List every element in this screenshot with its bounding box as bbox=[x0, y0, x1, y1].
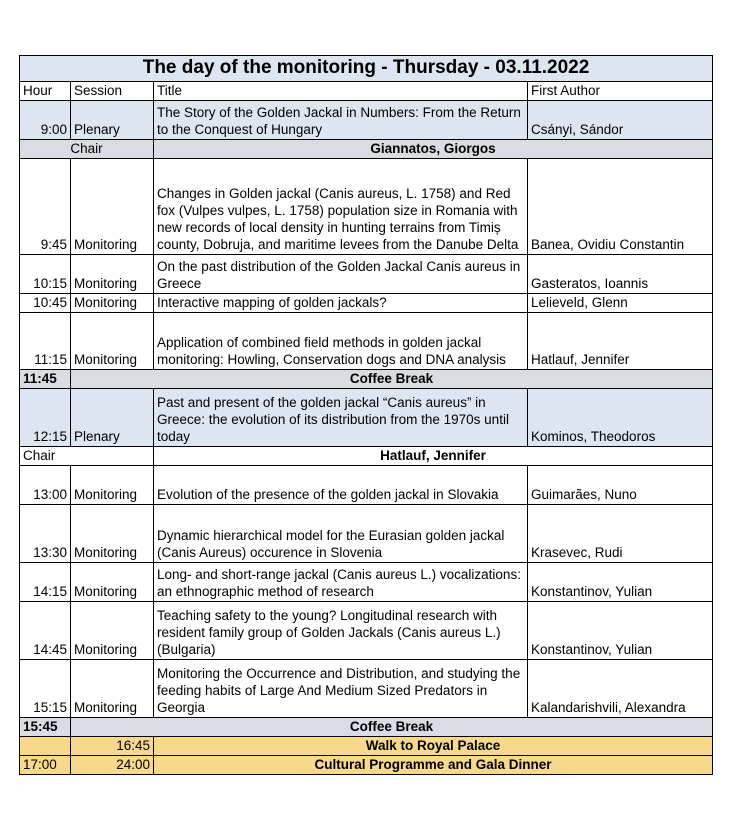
session-cell: Monitoring bbox=[71, 660, 154, 718]
session-cell: Plenary bbox=[71, 101, 154, 140]
schedule-table bbox=[19, 55, 713, 775]
header-row bbox=[20, 82, 713, 101]
session-cell: Monitoring bbox=[71, 602, 154, 660]
table-row bbox=[20, 505, 713, 563]
chair-name: Giannatos, Giorgos bbox=[154, 140, 713, 159]
chair-row bbox=[20, 140, 713, 159]
title-cell: Monitoring the Occurrence and Distribution, and studying the feeding habits of Large And Medium Sized Predators in Georgia bbox=[154, 660, 528, 718]
title-cell: Changes in Golden jackal (Canis aureus, L. 1758) and Red fox (Vulpes vulpes, L. 1758) population size in Romania with new records of local density in hunting terrains from Timiș county, Dobruja, and maritime levees from the Danube Delta bbox=[154, 159, 528, 255]
title-cell: Dynamic hierarchical model for the Eurasian golden jackal (Canis Aureus) occurence in Slovenia bbox=[154, 505, 528, 563]
session-cell: Monitoring bbox=[71, 466, 154, 505]
hour-cell: 10:15 bbox=[20, 255, 71, 294]
hour-cell: 17:00 bbox=[20, 756, 71, 775]
session-cell: Monitoring bbox=[71, 294, 154, 313]
break-label: Coffee Break bbox=[71, 718, 713, 737]
table-row bbox=[20, 255, 713, 294]
table-row bbox=[20, 294, 713, 313]
header-title: Title bbox=[154, 82, 528, 101]
event-row bbox=[20, 737, 713, 756]
title-cell: The Story of the Golden Jackal in Numbers: From the Return to the Conquest of Hungary bbox=[154, 101, 528, 140]
page-title: The day of the monitoring - Thursday - 03.11.2022 bbox=[20, 56, 713, 82]
event-label: Cultural Programme and Gala Dinner bbox=[154, 756, 713, 775]
table-row bbox=[20, 389, 713, 447]
session-cell: Plenary bbox=[71, 389, 154, 447]
session-cell: Monitoring bbox=[71, 159, 154, 255]
event-row bbox=[20, 756, 713, 775]
author-cell: Krasevec, Rudi bbox=[528, 505, 713, 563]
hour-cell: 11:15 bbox=[20, 313, 71, 370]
end-hour-cell: 24:00 bbox=[71, 756, 154, 775]
title-cell: Teaching safety to the young? Longitudinal research with resident family group of Golden Jackals (Canis aureus L.) (Bulgaria) bbox=[154, 602, 528, 660]
session-cell: Monitoring bbox=[71, 313, 154, 370]
hour-cell: 14:45 bbox=[20, 602, 71, 660]
table-row bbox=[20, 563, 713, 602]
session-cell: Monitoring bbox=[71, 505, 154, 563]
end-hour-cell: 16:45 bbox=[71, 737, 154, 756]
author-cell: Hatlauf, Jennifer bbox=[528, 313, 713, 370]
hour-cell: 13:00 bbox=[20, 466, 71, 505]
table-row bbox=[20, 313, 713, 370]
hour-cell: 11:45 bbox=[20, 370, 71, 389]
author-cell: Kalandarishvili, Alexandra bbox=[528, 660, 713, 718]
table-row bbox=[20, 101, 713, 140]
hour-cell: 9:45 bbox=[20, 159, 71, 255]
hour-cell: 10:45 bbox=[20, 294, 71, 313]
event-label: Walk to Royal Palace bbox=[154, 737, 713, 756]
table-row bbox=[20, 602, 713, 660]
author-cell: Konstantinov, Yulian bbox=[528, 602, 713, 660]
hour-cell: 15:15 bbox=[20, 660, 71, 718]
break-row bbox=[20, 370, 713, 389]
header-hour: Hour bbox=[20, 82, 71, 101]
title-cell: On the past distribution of the Golden Jackal Canis aureus in Greece bbox=[154, 255, 528, 294]
title-cell: Application of combined field methods in golden jackal monitoring: Howling, Conservation dogs and DNA analysis bbox=[154, 313, 528, 370]
hour-cell: 13:30 bbox=[20, 505, 71, 563]
hour-cell: 15:45 bbox=[20, 718, 71, 737]
session-cell: Monitoring bbox=[71, 255, 154, 294]
author-cell: Lelieveld, Glenn bbox=[528, 294, 713, 313]
chair-row bbox=[20, 447, 713, 466]
table-row bbox=[20, 466, 713, 505]
chair-label: Chair bbox=[20, 447, 154, 466]
title-cell: Long- and short-range jackal (Canis aureus L.) vocalizations: an ethnographic method of research bbox=[154, 563, 528, 602]
author-cell: Konstantinov, Yulian bbox=[528, 563, 713, 602]
header-session: Session bbox=[71, 82, 154, 101]
title-cell: Past and present of the golden jackal “Canis aureus” in Greece: the evolution of its distribution from the 1970s until today bbox=[154, 389, 528, 447]
author-cell: Gasteratos, Ioannis bbox=[528, 255, 713, 294]
author-cell: Guimarães, Nuno bbox=[528, 466, 713, 505]
chair-label: Chair bbox=[20, 140, 154, 159]
hour-cell: 14:15 bbox=[20, 563, 71, 602]
header-author: First Author bbox=[528, 82, 713, 101]
table-row bbox=[20, 660, 713, 718]
break-row bbox=[20, 718, 713, 737]
chair-name: Hatlauf, Jennifer bbox=[154, 447, 713, 466]
author-cell: Banea, Ovidiu Constantin bbox=[528, 159, 713, 255]
session-cell: Monitoring bbox=[71, 563, 154, 602]
author-cell: Kominos, Theodoros bbox=[528, 389, 713, 447]
hour-cell: 9:00 bbox=[20, 101, 71, 140]
title-cell: Evolution of the presence of the golden jackal in Slovakia bbox=[154, 466, 528, 505]
table-row bbox=[20, 159, 713, 255]
author-cell: Csányi, Sándor bbox=[528, 101, 713, 140]
break-label: Coffee Break bbox=[71, 370, 713, 389]
title-cell: Interactive mapping of golden jackals? bbox=[154, 294, 528, 313]
title-row bbox=[20, 56, 713, 82]
hour-cell bbox=[20, 737, 71, 756]
hour-cell: 12:15 bbox=[20, 389, 71, 447]
